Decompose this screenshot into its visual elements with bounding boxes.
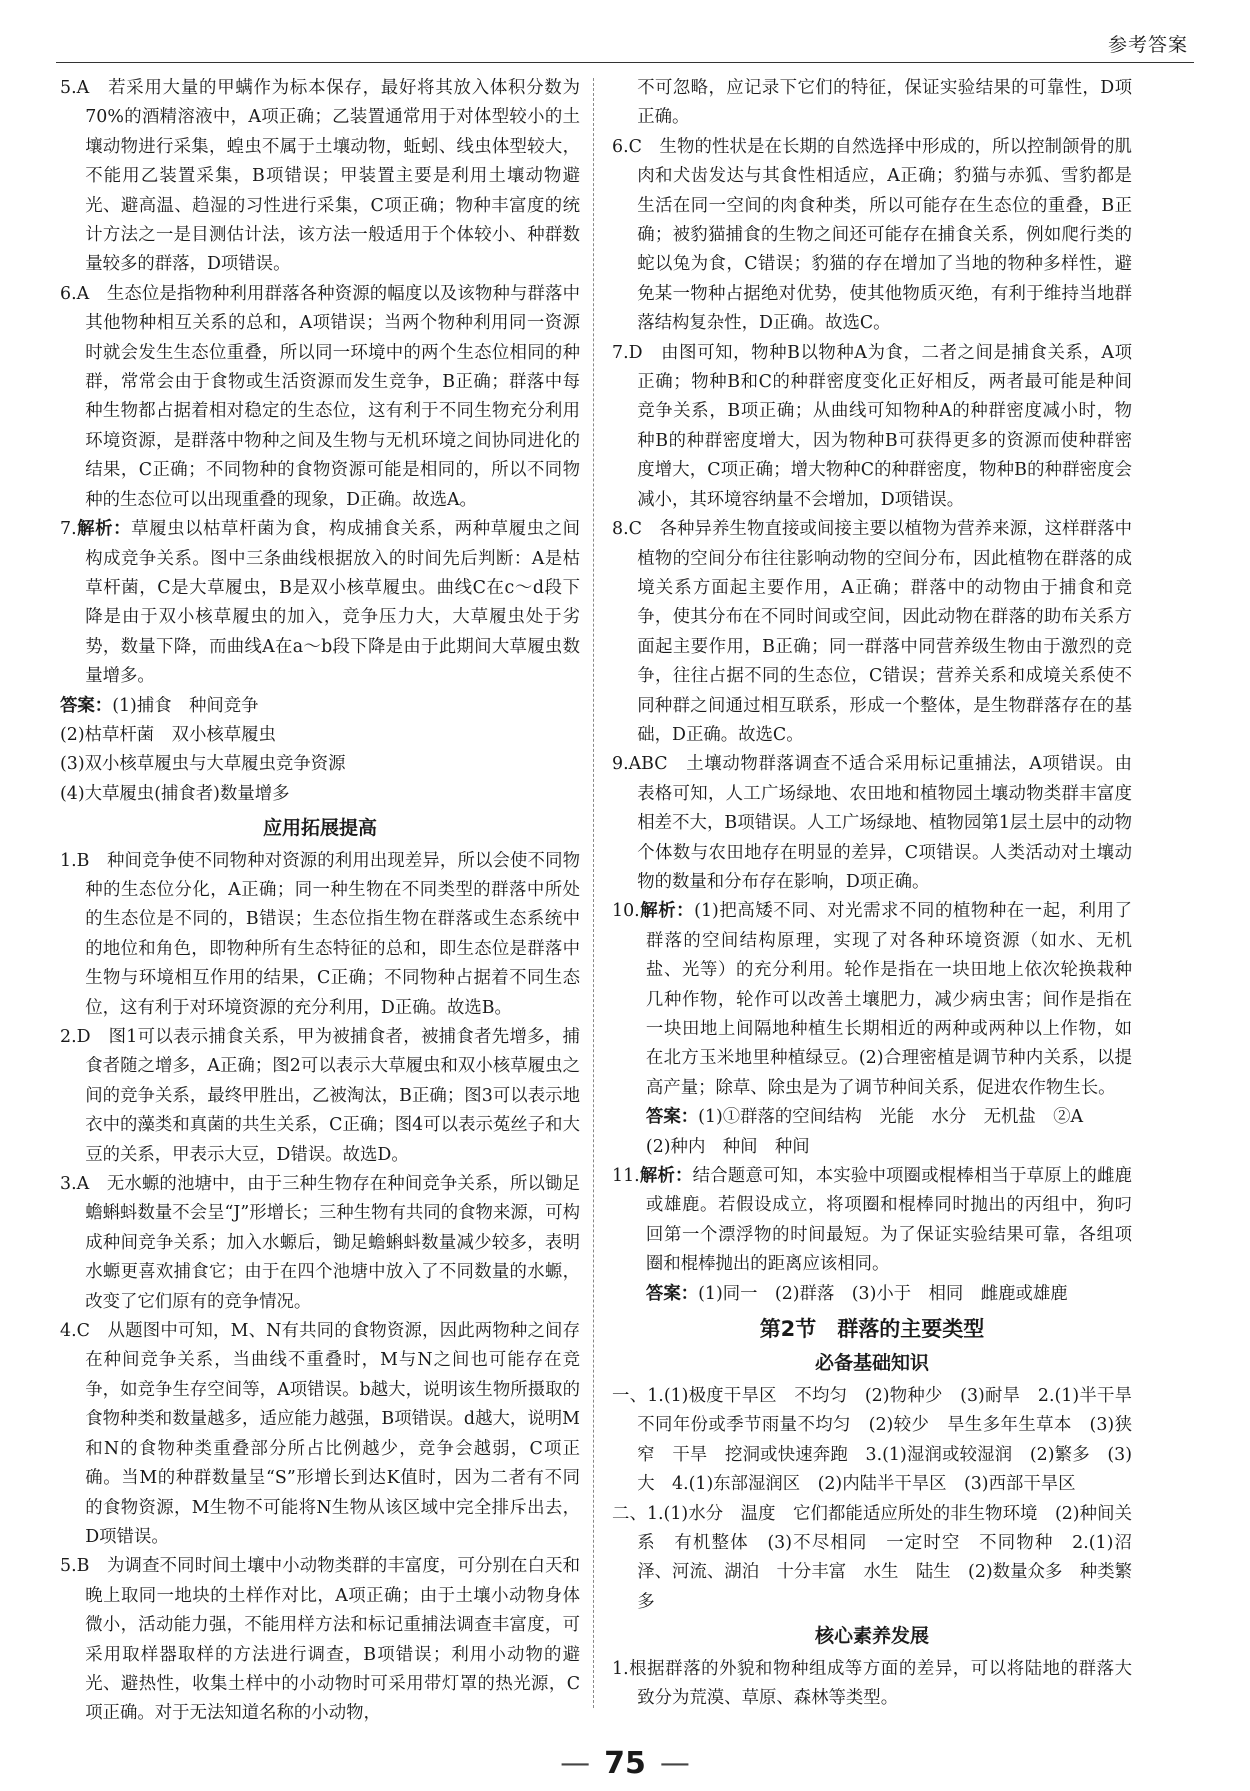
answer-line: (4)大草履虫(捕食者)数量增多: [60, 783, 290, 804]
answer-block: 答案：(1)①群落的空间结构 光能 水分 无机盐 ②A: [645, 1107, 1084, 1128]
answer-line: (3)双小核草履虫与大草履虫竞争资源: [60, 754, 346, 775]
answer-item: 1.根据群落的外貌和物种组成等方面的差异，可以将陆地的群落大致分为荒漠、草原、森林等类型。: [612, 1658, 1132, 1708]
answer-block: 答案：(1)捕食 种间竞争: [60, 695, 259, 716]
header-rule: [56, 62, 1194, 63]
continuation-text: 不可忽略，应记录下它们的特征，保证实验结果的可靠性，D项正确。: [637, 78, 1132, 128]
answer-item: 7.D 由图可知，物种B以物种A为食，二者之间是捕食关系，A项正确；物种B和C的种群密度变化正好相反，两者最可能是种间竞争关系，B项正确；从曲线可知物种A的种群密度减小时，物种B的种群密度增大，因为物种B可获得更多的资源而使种群密度增大，C项正确；增大物种C的种群密度，物种B的种群密度会减小，其环境容纳量不会增加，D项错误。: [612, 342, 1132, 510]
answer-item: 11.解析：结合题意可知，本实验中项圈或棍棒相当于草原上的雌鹿或雄鹿。若假设成立，将项圈和棍棒同时抛出的丙组中，狗叼回第一个漂浮物的时间最短。为了保证实验结果可靠，各组项圈和棍棒抛出的距离应该相同。: [612, 1166, 1132, 1275]
chapter-title: 第2节 群落的主要类型: [759, 1317, 985, 1342]
left-column: [60, 74, 580, 1729]
answer-item: 3.A 无水螈的池塘中，由于三种生物存在种间竞争关系，所以锄足蟾蝌蚪数量不会呈“J”形增长；三种生物有共同的食物来源，可构成种间竞争关系；加入水螈后，锄足蟾蝌蚪数量减少较多，表明水螈更喜欢捕食它；由于在四个池塘中放入了不同数量的水螈，改变了它们原有的竞争情况。: [60, 1174, 580, 1312]
answer-item: 10.解析：(1)把高矮不同、对光需求不同的植物种在一起，利用了群落的空间结构原理，实现了对各种环境资源（如水、无机盐、光等）的充分利用。轮作是指在一块田地上依次轮换栽种几种作物，轮作可以改善土壤肥力，减少病虫害；间作是指在一块田地上间隔地种植生长期相近的两种或两种以上作物，如在北方玉米地里种植绿豆。(2)合理密植是调节种内关系，以提高产量；除草、除虫是为了调节种间关系，促进农作物生长。: [612, 901, 1132, 1098]
answer-item: 5.B 为调查不同时间土壤中小动物类群的丰富度，可分别在白天和晚上取同一地块的土样作对比，A项正确；由于土壤小动物身体微小，活动能力强，不能用样方法和标记重捕法调查丰富度，可采用取样器取样的方法进行调查，B项错误；利用小动物的避光、避热性，收集土样中的小动物时可采用带灯罩的热光源，C项正确。对于无法知道名称的小动物，: [60, 1556, 580, 1724]
answer-item: 2.D 图1可以表示捕食关系，甲为被捕食者，被捕食者先增多，捕食者随之增多，A正确；图2可以表示大草履虫和双小核草履虫之间的竞争关系，最终甲胜出，乙被淘汰，B正确；图3可以表示地衣中的藻类和真菌的共生关系，C正确；图4可以表示菟丝子和大豆的关系，甲表示大豆，D错误。故选D。: [60, 1027, 580, 1165]
answer-item: 二、1.(1)水分 温度 它们都能适应所处的非生物环境 (2)种间关系 有机整体 (3)不尽相同 一定时空 不同物种 2.(1)沼泽、河流、湖泊 十分丰富 水生 陆生 (2)数量众多 种类繁多: [612, 1503, 1132, 1612]
answer-item: 6.A 生态位是指物种利用群落各种资源的幅度以及该物种与群落中其他物种相互关系的总和，A项错误；当两个物种利用同一资源时就会发生生态位重叠，所以同一环境中的两个生态位相同的种群，常常会由于食物或生活资源而发生竞争，B正确；群落中每种生物都占据着相对稳定的生态位，这有利于不同生物充分利用环境资源，是群落中物种之间及生物与无机环境之间协同进化的结果，C正确；不同物种的食物资源可能是相同的，所以不同物种的生态位可以出现重叠的现象，D正确。故选A。: [60, 283, 580, 510]
answer-item: 9.ABC 土壤动物群落调查不适合采用标记重捕法，A项错误。由表格可知，人工广场绿地、农田地和植物园土壤动物类群丰富度相差不大，B项错误。人工广场绿地、植物园第1层土层中的动物个体数与农田地存在明显的差异，C项错误。人类活动对土壤动物的数量和分布存在影响，D项正确。: [612, 754, 1132, 892]
column-divider: [593, 78, 594, 1708]
answer-item: 8.C 各种异养生物直接或间接主要以植物为营养来源，这样群落中植物的空间分布往往影响动物的空间分布，因此植物在群落的成境关系方面起主要作用，A正确；群落中的动物由于捕食和竞争，使其分布在不同时间或空间，因此动物在群落的助布关系方面起主要作用，B正确；同一群落中同营养级生物由于激烈的竞争，往往占据不同的生态位，C错误；营养关系和成境关系使不同种群之间通过相互联系，形成一个整体，是生物群落存在的基础，D正确。故选C。: [612, 519, 1132, 745]
answer-line: (2)种内 种间 种间: [645, 1136, 810, 1157]
answer-item: 1.B 种间竞争使不同物种对资源的利用出现差异，所以会使不同物种的生态位分化，A正确；同一种生物在不同类型的群落中所处的生态位是不同的，B错误；生态位指生物在群落或生态系统中的地位和角色，即物种所有生态特征的总和，即生态位是群落中生物与环境相互作用的结果，C正确；不同物种占据着不同生态位，这有利于对环境资源的充分利用，D正确。故选B。: [60, 850, 580, 1018]
section-title: 必备基础知识: [814, 1352, 929, 1375]
answer-block: 答案：(1)同一 (2)群落 (3)小于 相同 雌鹿或雄鹿: [645, 1283, 1068, 1304]
answer-item: 5.A 若采用大量的甲螨作为标本保存，最好将其放入体积分数为70%的酒精溶液中，A项正确；乙装置通常用于对体型较小的土壤动物进行采集，蝗虫不属于土壤动物，蚯蚓、线虫体型较大，不能用乙装置采集，B项错误；甲装置主要是利用土壤动物避光、避高温、趋湿的习性进行采集，C项正确；物种丰富度的统计方法之一是目测估计法，该方法一般适用于个体较小、种群数量较多的群落，D项错误。: [60, 78, 580, 275]
right-column: [612, 74, 1150, 1713]
answer-item: 4.C 从题图中可知，M、N有共同的食物资源，因此两物种之间存在种间竞争关系，当曲线不重叠时，M与N之间也可能存在竞争，如竞争生存空间等，A项错误。b越大，说明该生物所摄取的食物种类和数量越多，适应能力越强，B项错误。d越大，说明M和N的食物种类重叠部分所占比例越少，竞争会越弱，C项正确。当M的种群数量呈“S”形增长到达K值时，因为二者有不同的食物资源，M生物不可能将N生物从该区域中完全排斥出去，D项错误。: [60, 1321, 580, 1547]
answer-line: (2)枯草杆菌 双小核草履虫: [60, 724, 276, 745]
section-title: 应用拓展提高: [262, 817, 377, 840]
answer-item: 6.C 生物的性状是在长期的自然选择中形成的，所以控制颌骨的肌肉和犬齿发达与其食性相适应，A正确；豹猫与赤狐、雪豹都是生活在同一空间的肉食种类，所以可能存在生态位的重叠，B正确；被豹猫捕食的生物之间还可能存在捕食关系，例如爬行类的蛇以兔为食，C错误；豹猫的存在增加了当地的物种多样性，避免某一物种占据绝对优势，使其他物质灭绝，有利于维持当地群落结构复杂性，D正确。故选C。: [612, 136, 1132, 334]
page-number: — 75 —: [560, 1746, 690, 1781]
answer-item: 7.解析：草履虫以枯草杆菌为食，构成捕食关系，两种草履虫之间构成竞争关系。图中三条曲线根据放入的时间先后判断：A是枯草杆菌，C是大草履虫，B是双小核草履虫。曲线C在c～d段下降是由于双小核草履虫的加入，竞争压力大，大草履虫处于劣势，数量下降，而曲线A在a～b段下降是由于此期间大草履虫数量增多。: [60, 519, 580, 687]
page-header: 参考答案: [1107, 34, 1188, 56]
section-title: 核心素养发展: [814, 1625, 929, 1648]
answer-item: 一、1.(1)极度干旱区 不均匀 (2)物种少 (3)耐旱 2.(1)半干旱 不同年份或季节雨量不均匀 (2)较少 旱生多年生草本 (3)狭窄 干旱 挖洞或快速奔跑 3.(1)湿润或较湿润 (2)繁多 (3)大 4.(1)东部湿润区 (2)内陆半干旱区 (3)西部干旱区: [612, 1385, 1150, 1495]
